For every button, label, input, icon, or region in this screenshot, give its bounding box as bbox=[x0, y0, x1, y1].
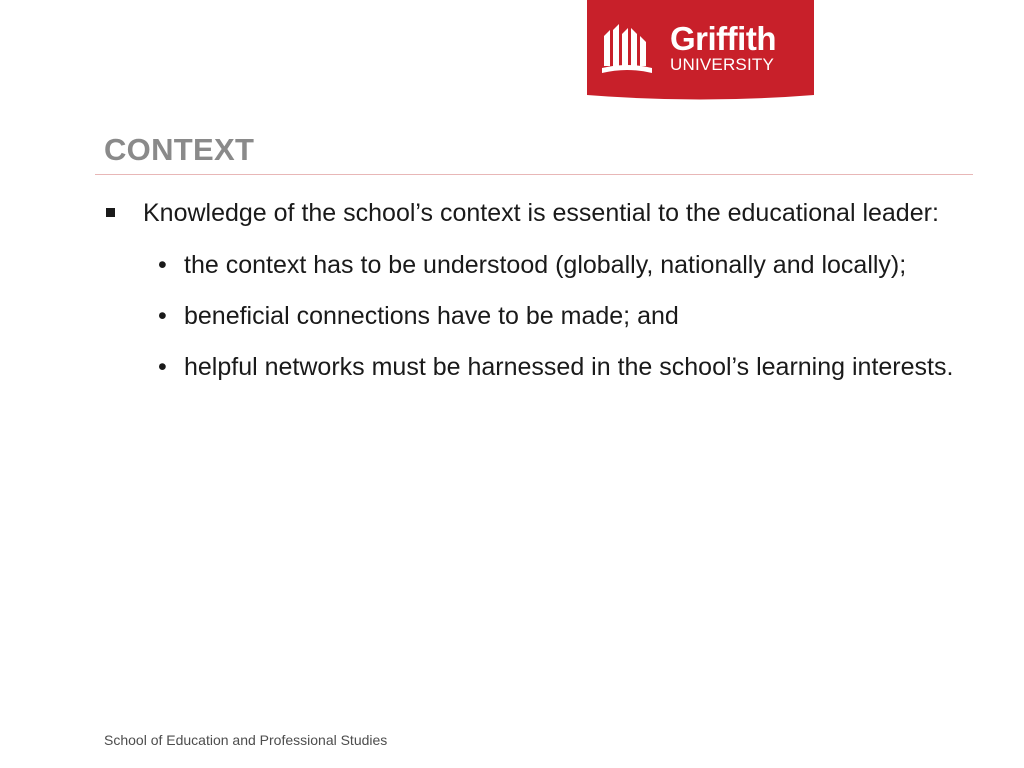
footer-text: School of Education and Professional Studies bbox=[104, 732, 388, 748]
sub-bullet-text: helpful networks must be harnessed in the school’s learning interests. bbox=[184, 353, 954, 381]
bullet-text: Knowledge of the school’s context is essential to the educational leader: bbox=[143, 199, 939, 227]
griffith-crest-icon bbox=[602, 22, 652, 74]
logo-wordmark: Griffith bbox=[670, 20, 776, 57]
square-bullet-icon bbox=[106, 208, 115, 217]
sub-bullet-text: beneficial connections have to be made; and bbox=[184, 302, 679, 330]
dot-bullet-icon: • bbox=[158, 353, 167, 381]
sub-bullet-text: the context has to be understood (globally, nationally and locally); bbox=[184, 251, 907, 279]
logo-subtitle: UNIVERSITY bbox=[670, 55, 775, 74]
dot-bullet-icon: • bbox=[158, 302, 167, 330]
slide-title: CONTEXT bbox=[104, 132, 255, 167]
sub-bullet-item bbox=[104, 248, 974, 282]
sub-bullet-item bbox=[104, 299, 974, 333]
dot-bullet-icon: • bbox=[158, 251, 167, 279]
title-divider bbox=[95, 174, 973, 175]
bullet-item bbox=[104, 196, 974, 230]
slide-content bbox=[104, 196, 974, 401]
sub-bullet-item bbox=[104, 350, 974, 384]
griffith-logo-tab bbox=[587, 0, 814, 101]
